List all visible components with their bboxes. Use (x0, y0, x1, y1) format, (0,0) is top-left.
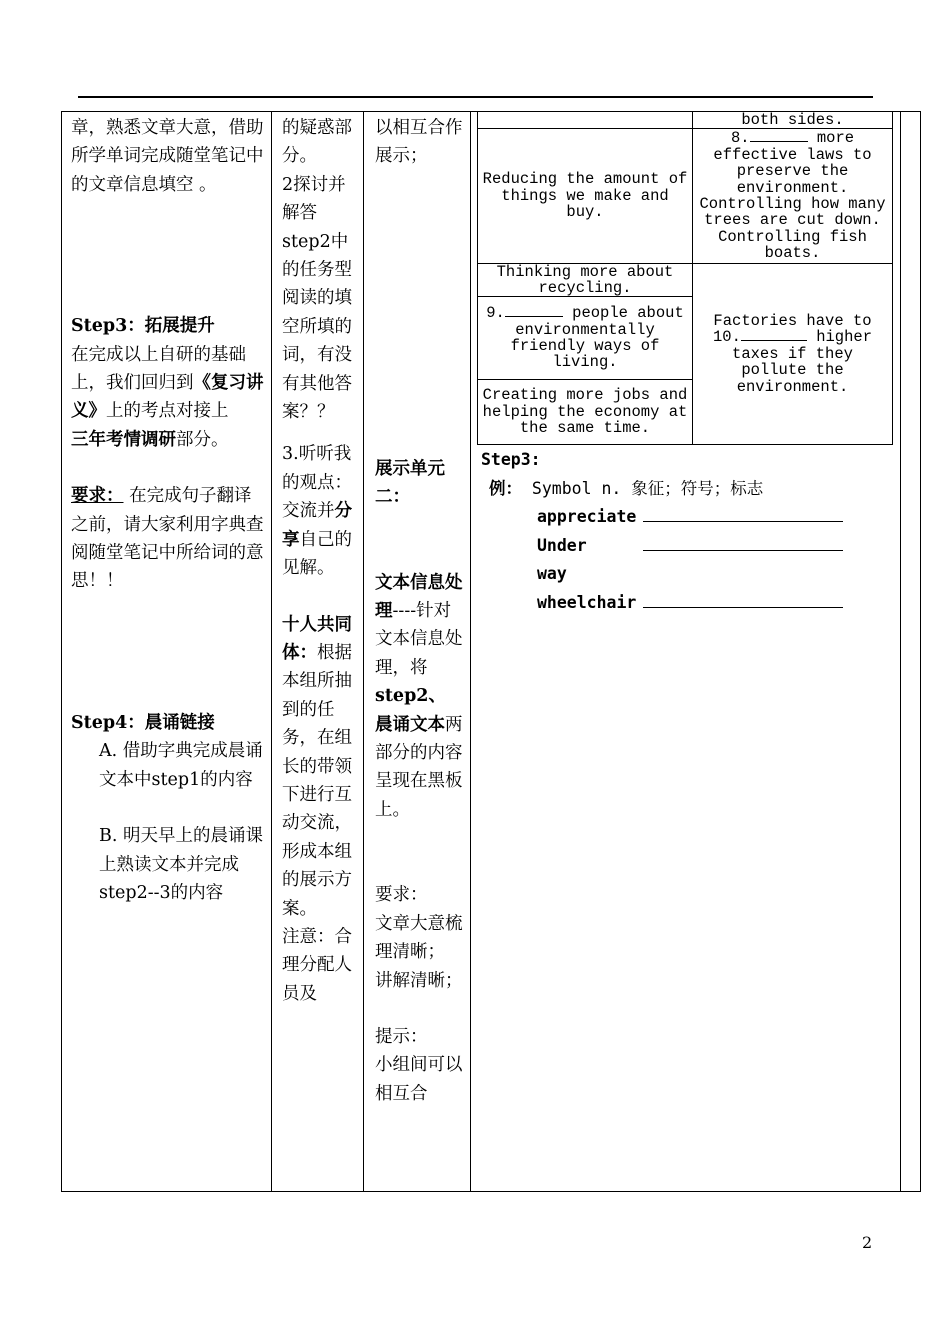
step3-text: 在完成以上自研的基础上，我们回归到《复习讲义》上的考点对接上 (71, 344, 264, 422)
reading-table (477, 111, 893, 445)
table-cell: 9. people about environmentally friendly ways of living. (477, 296, 693, 380)
table-cell: Reducing the amount of things we make and buy. (477, 128, 693, 264)
column-divider (900, 111, 901, 1192)
student-activity-column (71, 114, 265, 907)
step3-vocab (481, 446, 843, 617)
table-cell: Thinking more about recycling. (477, 263, 693, 297)
table-cell: both sides. (692, 111, 893, 129)
answer-blank[interactable] (643, 503, 843, 522)
intro-text: 章，熟悉文章大意，借助所学单词完成随堂笔记中的文章信息填空 。 (71, 118, 264, 195)
requirement-1: 文章大意梳理清晰； (375, 913, 463, 963)
cooperate-text: 以相互合作展示； (375, 118, 463, 167)
table-cell: Factories have to 10. higher taxes if they pollute the environment. (692, 263, 893, 445)
discuss-text: 2探讨并解答step2中的任务型阅读的填空所填的词，有没有其他答案？？ (282, 174, 352, 423)
hint-text: 小组间可以相互合 (375, 1055, 463, 1104)
team-text: 十人共同体：根据本组所抽到的任务，在组长的带领下进行互动交流，形成本组的展示方案。 (282, 614, 352, 919)
note-text: 注意：合理分配人员及 (282, 926, 352, 1004)
vocab-row: Under way (481, 532, 843, 589)
display-unit-heading: 展示单元二： (375, 458, 445, 508)
group-activity-column (282, 114, 358, 1008)
column-divider (470, 111, 471, 1192)
vocab-row: appreciate (481, 503, 843, 532)
header-rule (78, 96, 873, 98)
answer-blank[interactable] (643, 589, 843, 608)
answer-blank[interactable] (643, 532, 843, 551)
step3-heading: Step3：拓展提升 (71, 316, 215, 337)
display-column (375, 114, 463, 1108)
step4-heading: Step4：晨诵链接 (71, 712, 215, 733)
text-processing: 文本信息处理----针对文本信息处理，将step2、晨诵文本两部分的内容呈现在黑板上。 (375, 572, 463, 820)
hint-label: 提示： (375, 1026, 428, 1047)
vocab-row: wheelchair (481, 589, 843, 618)
column-divider (271, 111, 272, 1192)
step3-section: 三年考情调研部分。 (71, 429, 229, 450)
table-cell (477, 111, 693, 129)
doubt-text: 的疑惑部分。 (282, 118, 352, 167)
column-divider (363, 111, 364, 1192)
example-row: 例： Symbol n. 象征；符号；标志 (489, 478, 764, 498)
table-cell: Creating more jobs and helping the economy at the same time. (477, 379, 693, 445)
requirement-2: 讲解清晰； (375, 970, 463, 991)
step4-item-a: A. 借助字典完成晨诵文本中step1的内容 (99, 741, 263, 790)
requirement-label: 要求： (375, 885, 428, 906)
step4-item-b: B. 明天早上的晨诵课上熟读文本并完成step2--3的内容 (99, 826, 263, 903)
table-cell: 8. more effective laws to preserve the environment. Controlling how many trees are cut down. Controlling fish boats. (692, 128, 893, 264)
page-number: 2 (862, 1233, 873, 1252)
step3-vocab-title: Step3: (481, 450, 541, 469)
share-text: 3.听听我的观点：交流并分享自己的见解。 (282, 444, 352, 579)
requirement-text: 要求： 在完成句子翻译之前，请大家利用字典查阅随堂笔记中所给词的意思！！ (71, 486, 264, 592)
